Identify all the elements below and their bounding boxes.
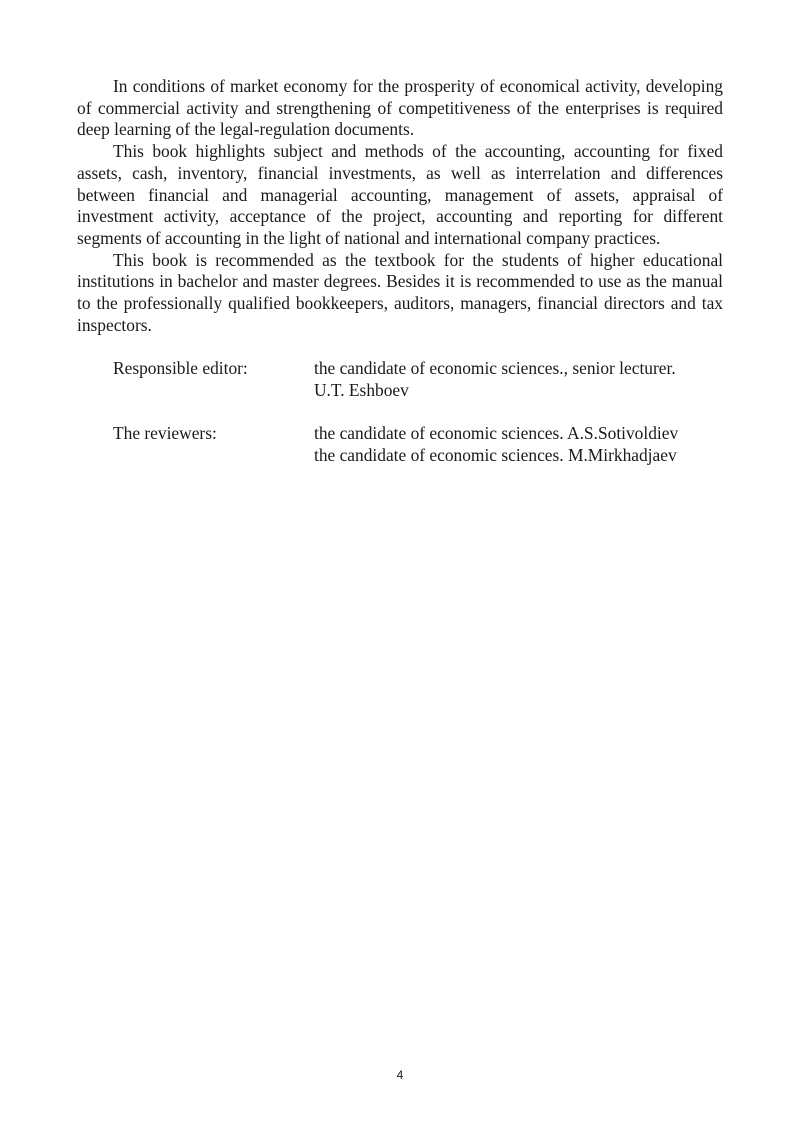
reviewers-label: The reviewers:	[113, 423, 217, 444]
body-text	[77, 76, 723, 336]
responsible-editor-label: Responsible editor:	[113, 358, 248, 378]
responsible-editor-row	[113, 358, 723, 401]
reviewer-mirkhadjaev: the candidate of economic sciences. M.Mirkhadjaev	[314, 444, 677, 465]
reviewers-row	[113, 423, 723, 466]
reviewer-sotivoldiev: the candidate of economic sciences. A.S.Sotivoldiev	[314, 423, 679, 444]
paragraph-book-highlights: This book highlights subject and methods of the accounting, accounting for fixed assets, cash, inventory, financial investments, as well as interrelation and differences between financial and managerial accounting, management of assets, appraisal of investment activity, acceptance of the project, accounting and reporting for different segments of accounting in the light of national and international company practices.	[77, 141, 723, 248]
page-number: 4	[396, 1068, 404, 1082]
paragraph-recommendation: This book is recommended as the textbook for the students of higher educational institutions in bachelor and master degrees. Besides it is recommended to use as the manual to the professionally qualified bookkeepers, auditors, managers, financial directors and tax inspectors.	[77, 249, 723, 335]
editor-name: U.T. Eshboev	[314, 379, 409, 400]
responsible-editor-details	[314, 358, 723, 401]
paragraph-market-economy: In conditions of market economy for the prosperity of economical activity, developing of commercial activity and strengthening of competitiveness of the enterprises is required deep learning of the legal-regulation documents.	[77, 76, 723, 140]
editor-degree: the candidate of economic sciences., senior lecturer.	[314, 358, 676, 378]
credits-section	[113, 358, 723, 467]
reviewers-details	[314, 423, 723, 466]
